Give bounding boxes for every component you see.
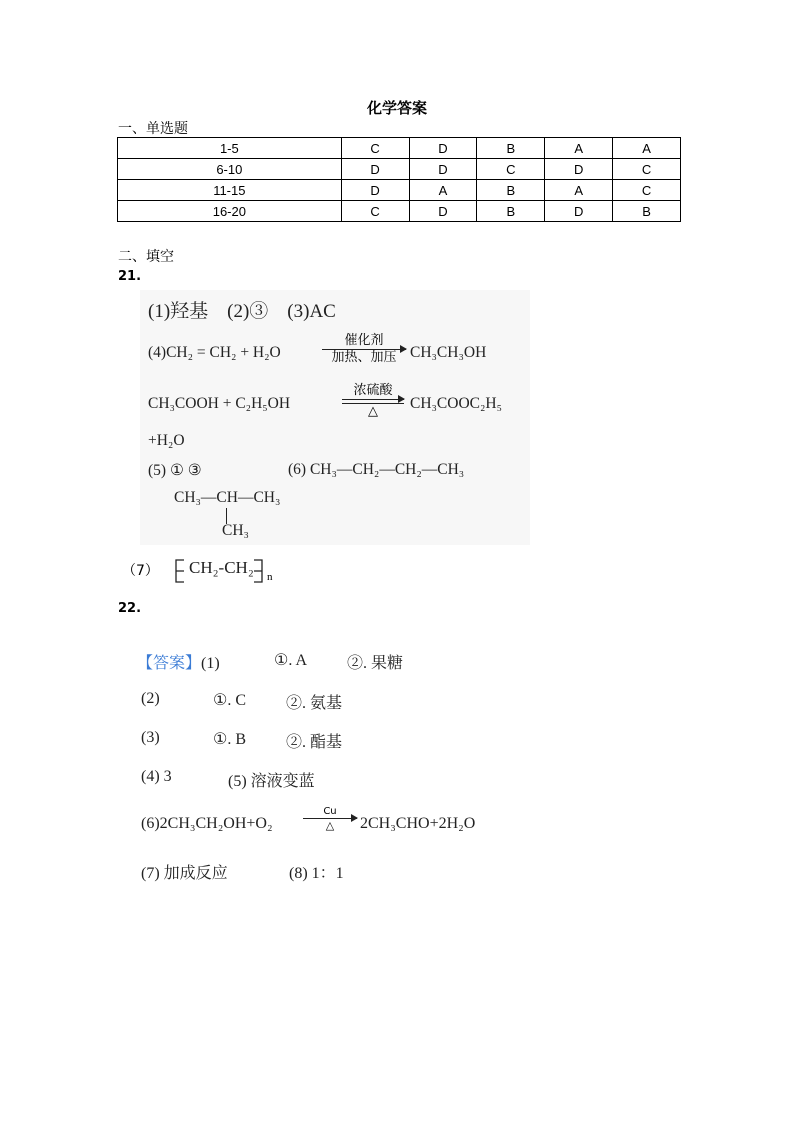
answer-cell: D xyxy=(545,201,613,222)
q21-line-6: (6) CH₃—CH₂—CH₂—CH₃ xyxy=(288,461,465,478)
table-row xyxy=(118,201,681,222)
eq2-condition-above: 浓硫酸 xyxy=(353,383,393,398)
q22-l3-b: ②. 酯基 xyxy=(286,734,343,751)
answer-cell: C xyxy=(341,138,409,159)
answer-cell: D xyxy=(341,159,409,180)
eq1-condition-above: 催化剂 xyxy=(344,333,384,348)
eq1-lhs: CH₂ = CH₂ + H₂O xyxy=(166,344,281,361)
eq2-continuation: +H₂O xyxy=(148,432,185,449)
table-row xyxy=(118,138,681,159)
answer-cell: B xyxy=(477,201,545,222)
q21-line-1: (1)羟基 (2)③ (3)AC xyxy=(148,301,336,322)
arrow-icon xyxy=(322,349,406,350)
q22-l1-a: ①. A xyxy=(274,652,308,669)
eq2-arrow xyxy=(342,384,404,419)
q22-l3-a: ①. B xyxy=(213,731,247,748)
question-22-number: 22. xyxy=(118,601,142,616)
question-range: 11-15 xyxy=(118,180,342,201)
table-row xyxy=(118,159,681,180)
question-range: 1-5 xyxy=(118,138,342,159)
eq1-prefix: (4) xyxy=(148,344,167,361)
answer-cell: D xyxy=(409,159,477,180)
question-21-number: 21. xyxy=(118,269,142,284)
answer-cell: A xyxy=(613,138,681,159)
answer-cell: C xyxy=(477,159,545,180)
eq1-arrow xyxy=(322,334,406,365)
isobutane-branch: CH₃ xyxy=(222,522,249,539)
q22-eq-heat: △ xyxy=(325,819,335,832)
answer-cell: A xyxy=(545,180,613,201)
answer-cell: D xyxy=(341,180,409,201)
q22-l6-lhs: 2CH₃CH₂OH+O₂ xyxy=(159,815,273,832)
polymer-degree: n xyxy=(267,571,273,583)
answer-cell: B xyxy=(477,138,545,159)
q22-l1-b: ②. 果糖 xyxy=(347,655,404,672)
answer-cell: B xyxy=(477,180,545,201)
section-heading-single-choice: 一、单选题 xyxy=(118,121,188,137)
q22-l2-label: (2) xyxy=(141,690,160,707)
q22-eq-lhs xyxy=(141,815,273,833)
q21-equation-1 xyxy=(148,344,281,362)
eq2-rhs: CH₃COOC₂H₅ xyxy=(410,395,503,412)
q22-l4-a: (4) 3 xyxy=(141,768,172,785)
q22-eq-rhs: 2CH₃CHO+2H₂O xyxy=(360,815,476,832)
answer-cell: A xyxy=(545,138,613,159)
reversible-arrow-icon xyxy=(342,399,404,404)
answer-tag: 【答案】 xyxy=(137,655,202,672)
answer-cell: B xyxy=(613,201,681,222)
section-heading-fill-blank: 二、填空 xyxy=(118,249,174,265)
q22-l7-a: (7) 加成反应 xyxy=(141,865,228,882)
answer-cell: C xyxy=(613,180,681,201)
table-row xyxy=(118,180,681,201)
eq2-lhs: CH₃COOH + C₂H₅OH xyxy=(148,395,291,412)
q22-l4-b: (5) 溶液变蓝 xyxy=(228,773,315,790)
eq2-condition-below: △ xyxy=(368,404,378,419)
q22-l1-label: (1) xyxy=(201,655,220,672)
eq1-rhs: CH₃CH₃OH xyxy=(410,344,487,361)
answer-cell: A xyxy=(409,180,477,201)
page-title: 化学答案 xyxy=(366,99,427,117)
answer-cell: C xyxy=(613,159,681,180)
question-range: 16-20 xyxy=(118,201,342,222)
q22-eq-arrow xyxy=(303,806,357,832)
question-range: 6-10 xyxy=(118,159,342,180)
q22-l6-prefix: (6) xyxy=(141,815,160,832)
answer-cell: D xyxy=(545,159,613,180)
q21-part-7-label: （7） xyxy=(122,563,159,579)
q22-l2-b: ②. 氨基 xyxy=(286,695,343,712)
q22-line-1 xyxy=(137,650,220,673)
q22-l2-a: ①. C xyxy=(213,692,247,709)
answer-table xyxy=(117,137,681,222)
arrow-icon xyxy=(303,818,357,819)
answer-cell: D xyxy=(409,201,477,222)
eq1-condition-below: 加热、加压 xyxy=(331,350,397,365)
answer-cell: D xyxy=(409,138,477,159)
polymer-repeat-unit: CH₂-CH₂ xyxy=(189,558,254,577)
answer-cell: C xyxy=(341,201,409,222)
q22-eq-catalyst: Cu xyxy=(323,806,337,817)
q22-l7-b: (8) 1：1 xyxy=(289,865,344,882)
isobutane-main-chain: CH₃—CH—CH₃ xyxy=(174,489,281,506)
q21-line-5: (5) ① ③ xyxy=(148,462,202,479)
q22-l3-label: (3) xyxy=(141,729,160,746)
